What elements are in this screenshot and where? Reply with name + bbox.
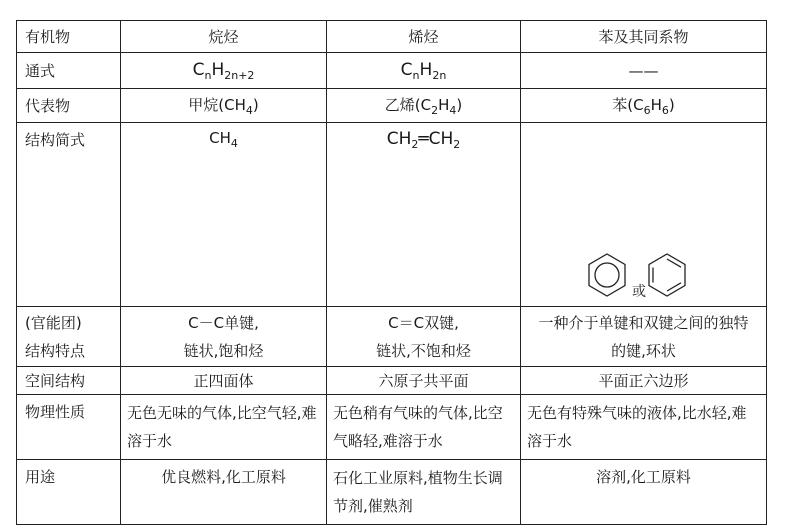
alkane-general-formula: $C_nH_{2n+2}$ xyxy=(121,53,327,89)
benzene-spatial: 平面正六边形 xyxy=(521,367,767,395)
alkane-structural-formula: $CH_4$ xyxy=(121,123,327,307)
physical-row xyxy=(17,395,767,460)
benzene-or-label: 或 xyxy=(632,284,646,300)
alkene-representative: 乙烯$(C_2H_4)$ xyxy=(327,89,521,123)
benzene-features: 一种介于单键和双键之间的独特 的键,环状 xyxy=(521,307,767,367)
representative-row xyxy=(17,89,767,123)
benzene-usage: 溶剂,化工原料 xyxy=(521,460,767,525)
alkene-features: C＝C双键, 链状,不饱和烃 xyxy=(327,307,521,367)
benzene-double-bond-ring-icon xyxy=(649,254,685,296)
alkene-spatial: 六原子共平面 xyxy=(327,367,521,395)
alkene-physical: 无色稍有气味的气体,比空气略轻,难溶于水 xyxy=(327,395,521,460)
usage-label: 用途 xyxy=(17,460,121,525)
benzene-physical: 无色有特殊气味的液体,比水轻,难溶于水 xyxy=(521,395,767,460)
benzene-structure-diagram xyxy=(585,252,695,302)
general-formula-row xyxy=(17,53,767,89)
header-benzene: 苯及其同系物 xyxy=(521,21,767,53)
structural-formula-label: 结构简式 xyxy=(17,123,121,307)
benzene-general-formula: —— xyxy=(521,53,767,89)
spatial-label: 空间结构 xyxy=(17,367,121,395)
features-label: (官能团) 结构特点 xyxy=(17,307,121,367)
general-formula-label: 通式 xyxy=(17,53,121,89)
alkene-usage: 石化工业原料,植物生长调节剂,催熟剂 xyxy=(327,460,521,525)
spatial-row xyxy=(17,367,767,395)
alkane-representative: 甲烷$(CH_4)$ xyxy=(121,89,327,123)
benzene-representative: 苯$(C_6H_6)$ xyxy=(521,89,767,123)
features-row xyxy=(17,307,767,367)
header-organic: 有机物 xyxy=(17,21,121,53)
header-alkane: 烷烃 xyxy=(121,21,327,53)
alkene-structural-formula: $CH_2═CH_2$ xyxy=(327,123,521,307)
header-row xyxy=(17,21,767,53)
alkane-physical: 无色无味的气体,比空气轻,难溶于水 xyxy=(121,395,327,460)
header-alkene: 烯烃 xyxy=(327,21,521,53)
usage-row xyxy=(17,460,767,525)
physical-label: 物理性质 xyxy=(17,395,121,460)
benzene-kekule-ring-icon xyxy=(589,254,625,296)
representative-label: 代表物 xyxy=(17,89,121,123)
alkane-usage: 优良燃料,化工原料 xyxy=(121,460,327,525)
alkane-features: C－C单键, 链状,饱和烃 xyxy=(121,307,327,367)
alkane-spatial: 正四面体 xyxy=(121,367,327,395)
alkene-general-formula: $C_nH_{2n}$ xyxy=(327,53,521,89)
